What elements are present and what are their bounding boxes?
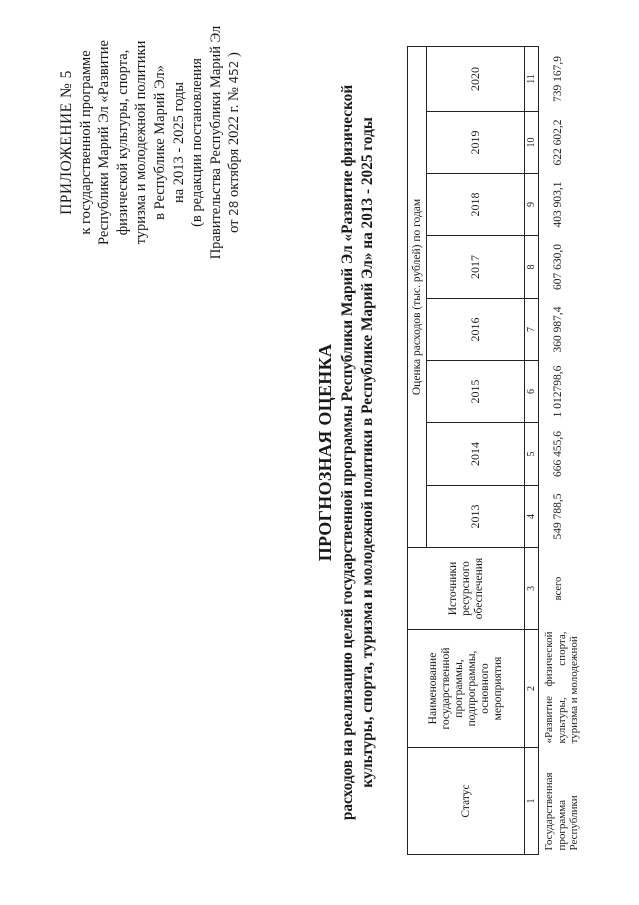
title-block	[315, 0, 377, 905]
year-header: 2015	[427, 361, 525, 423]
date-mid: октября 2022 г. №	[226, 87, 243, 197]
row-value: 1 012798,6	[552, 365, 564, 418]
date-suffix: )	[226, 52, 243, 57]
header-status: Статус	[408, 748, 525, 855]
row-name: «Развитие физической культуры, спорта, туризма и молодежной	[543, 631, 580, 744]
appendix-line: Республики Марий Эл «Развитие	[96, 40, 113, 245]
row-value: 360 987,4	[552, 306, 564, 353]
appendix-line: физической культуры, спорта,	[114, 49, 131, 236]
appendix-title: ПРИЛОЖЕНИЕ № 5	[58, 70, 75, 215]
appendix-line: в Республике Марий Эл»	[151, 65, 168, 220]
column-number: 3	[525, 548, 539, 630]
header-estimate: Оценка расходов (тыс. рублей) по годам	[408, 46, 427, 547]
row-status: Государственная программа Республики	[543, 772, 580, 851]
appendix-line: Правительства Республики Марий Эл	[207, 25, 224, 260]
table-row	[539, 46, 604, 854]
appendix-line: к государственной программе	[77, 50, 94, 235]
column-number: 9	[525, 174, 539, 236]
column-number: 8	[525, 236, 539, 299]
year-header: 2013	[427, 486, 525, 548]
column-number: 2	[525, 630, 539, 748]
date-number: 452	[227, 60, 242, 84]
appendix-date-line	[225, 0, 244, 285]
year-header: 2014	[427, 423, 525, 486]
year-header: 2019	[427, 112, 525, 174]
column-number-row	[525, 46, 539, 854]
header-source: Источники ресурсного обеспечения	[408, 548, 525, 630]
column-number: 11	[525, 46, 539, 111]
year-header: 2020	[427, 46, 525, 111]
year-header: 2017	[427, 236, 525, 299]
year-header: 2018	[427, 174, 525, 236]
appendix-line: туризма и молодежной политики	[133, 40, 150, 245]
column-number: 4	[525, 486, 539, 548]
year-header: 2016	[427, 299, 525, 361]
expense-table	[407, 46, 603, 855]
row-value: 739 167,9	[552, 55, 564, 102]
row-value: 666 455,6	[552, 431, 564, 477]
column-number: 6	[525, 361, 539, 423]
document-title: ПРОГНОЗНАЯ ОЦЕНКА	[315, 343, 335, 562]
appendix-line: (в редакции постановления	[189, 58, 206, 227]
row-value: 622 602,2	[552, 119, 564, 166]
header-name: Наименование государственной программы, подпрограммы, основного мероприятия	[408, 630, 525, 748]
column-number: 5	[525, 423, 539, 486]
appendix-line: на 2013 - 2025 годы	[170, 81, 187, 204]
document-subtitle-line: расходов на реализацию целей государственной программы Республики Марий Эл «Развитие физической	[339, 84, 356, 821]
appendix-block	[58, 0, 244, 285]
row-value: 549 788,5	[552, 493, 564, 540]
column-number: 1	[525, 748, 539, 855]
document-subtitle-line: культуры, спорта, туризма и молодежной политики в Республике Марий Эл» на 2013 - 2025 годы	[358, 117, 376, 788]
column-number: 7	[525, 299, 539, 361]
header-row	[408, 46, 427, 854]
row-value: 607 630,0	[552, 244, 564, 290]
column-number: 10	[525, 112, 539, 174]
date-day: 28	[227, 200, 242, 216]
date-prefix: от	[226, 219, 243, 233]
row-value: 403 903,1	[552, 181, 564, 228]
row-source: всего	[553, 576, 564, 601]
